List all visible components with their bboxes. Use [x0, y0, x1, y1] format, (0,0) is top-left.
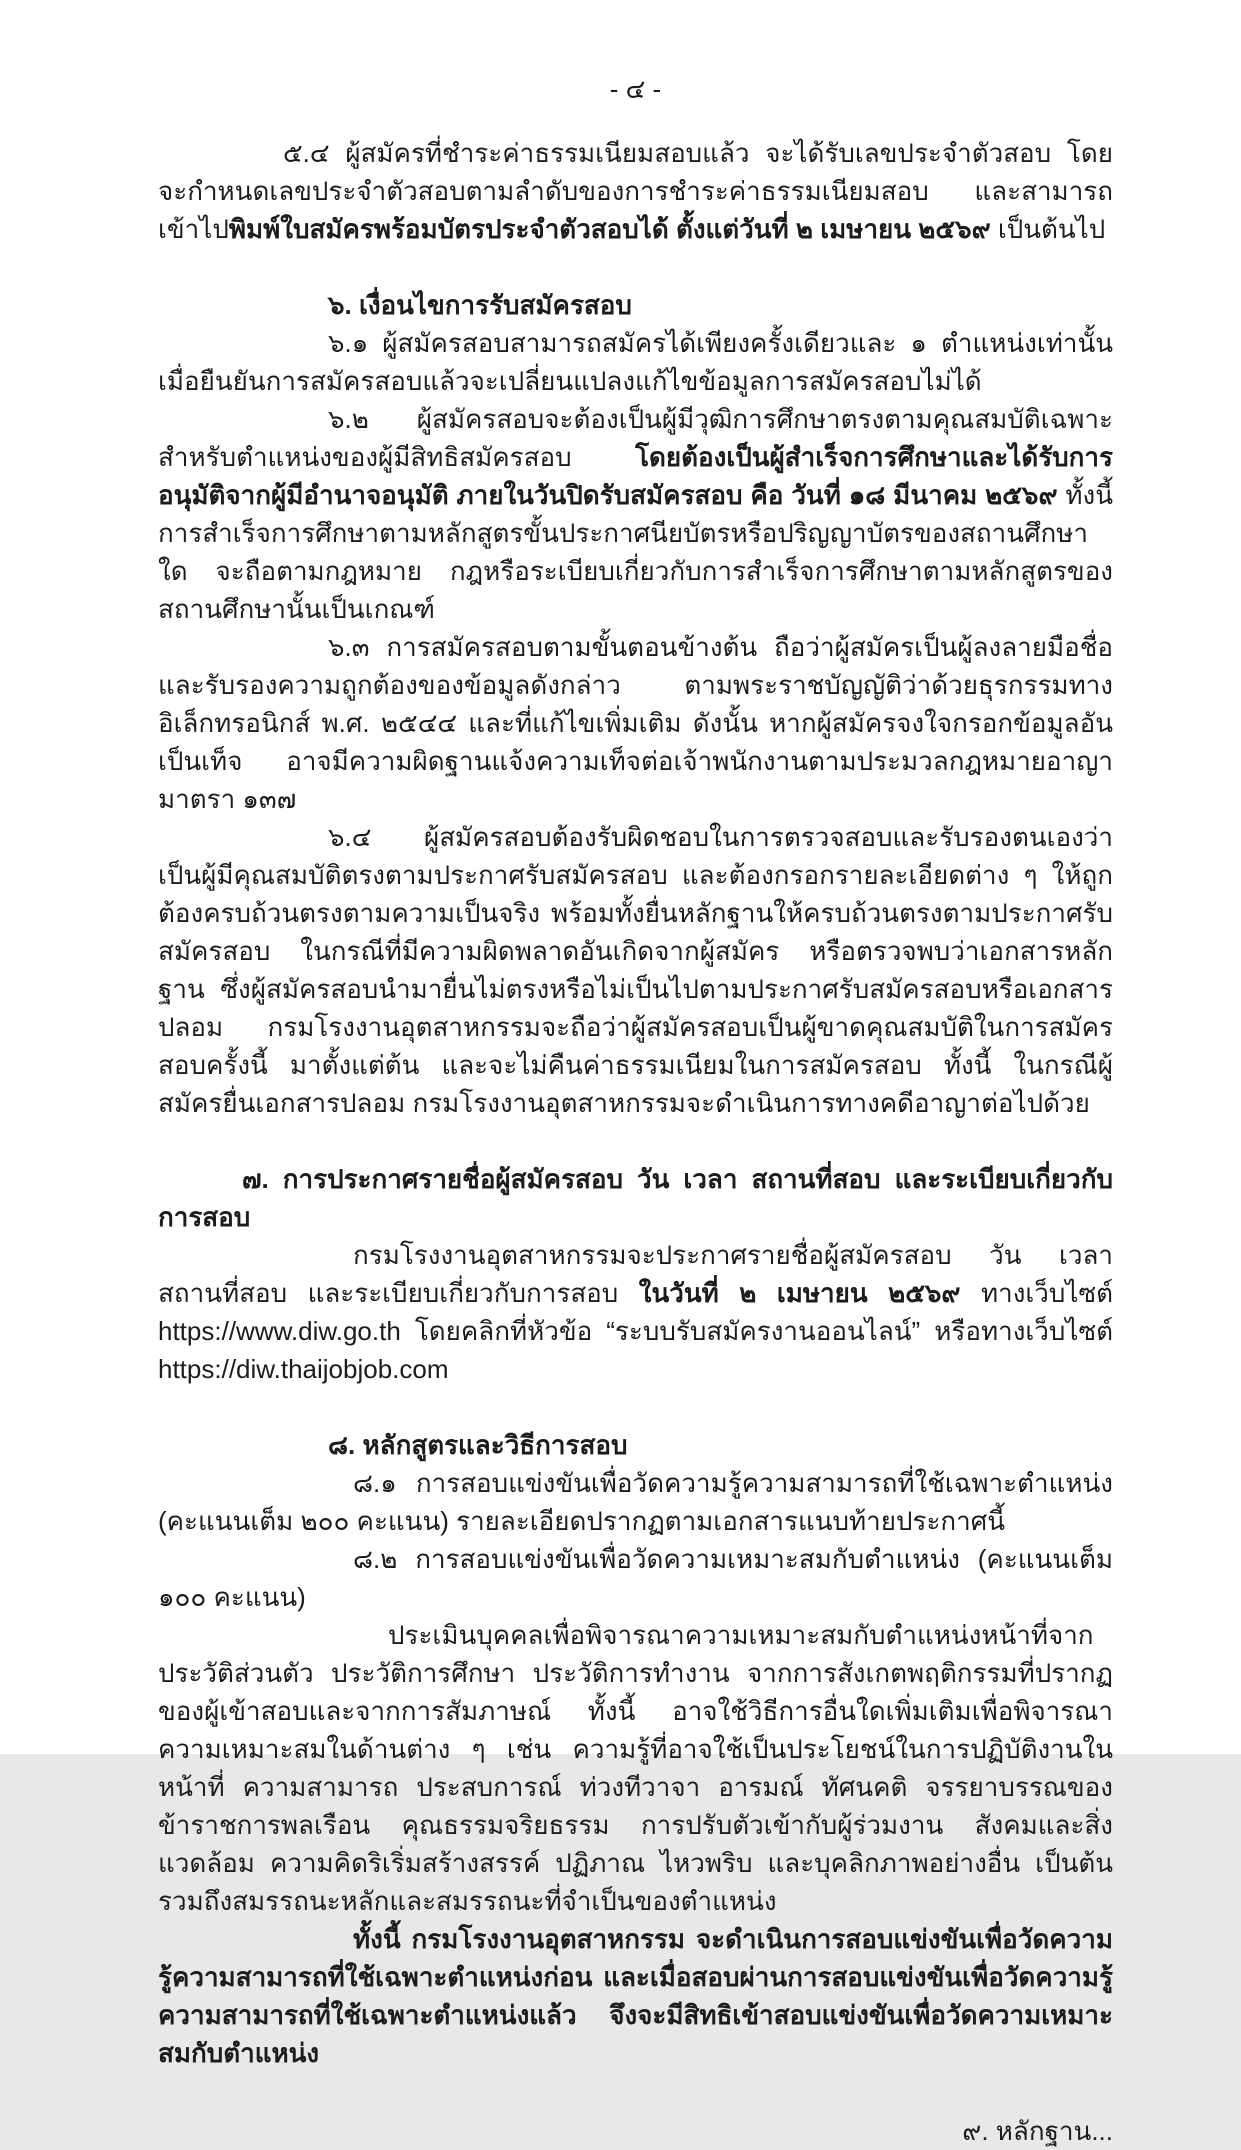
clause-6-1: ๖.๑ ผู้สมัครสอบสามารถสมัครได้เพียงครั้งเดียวและ ๑ ตำแหน่งเท่านั้น เมื่อยืนยันการสมัครสอบแล้วจะเปลี่ยนแปลงแก้ไขข้อมูลการสมัครสอบไม่ได้	[158, 328, 1113, 396]
section-6-heading: ๖. เงื่อนไขการรับสมัครสอบ	[328, 290, 632, 320]
website-lead-text: ทางเว็บไซต์	[960, 1278, 1113, 1308]
continuation-marker: ๙. หลักฐาน...	[962, 2116, 1113, 2146]
diw-website-url: https://www.diw.go.th	[158, 1316, 401, 1346]
clause-6-2-text: ๖.๒ ผู้สมัครสอบจะต้องเป็นผู้มีวุฒิการศึกษาตรงตามคุณสมบัติเฉพาะสำหรับตำแหน่งของผู้มีสิทธิสมัครสอบ	[158, 404, 1113, 472]
clause-5-4-text: ๕.๔ ผู้สมัครที่ชำระค่าธรรมเนียมสอบแล้ว จะได้รับเลขประจำตัวสอบ โดยจะกำหนดเลขประจำตัวสอบตามลำดับของการชำระค่าธรรมเนียมสอบ และสามารถเข้าไป	[158, 138, 1113, 244]
clause-6-4: ๖.๔ ผู้สมัครสอบต้องรับผิดชอบในการตรวจสอบและรับรองตนเองว่า เป็นผู้มีคุณสมบัติตรงตามประกาศรับสมัครสอบ และต้องกรอกรายละเอียดต่าง ๆ ให้ถูกต้องครบถ้วนตรงตามความเป็นจริง พร้อมทั้งยื่นหลักฐานให้ครบถ้วนตรงตามประกาศรับสมัครสอบ ในกรณีที่มีความผิดพลาดอันเกิดจากผู้สมัคร หรือตรวจพบว่าเอกสารหลักฐาน ซึ่งผู้สมัครสอบนำมายื่นไม่ตรงหรือไม่เป็นไปตามประกาศรับสมัครสอบหรือเอกสารปลอม กรมโรงงานอุตสาหกรรมจะถือว่าผู้สมัครสอบเป็นผู้ขาดคุณสมบัติในการสมัครสอบครั้งนี้ มาตั้งแต่ต้น และจะไม่คืนค่าธรรมเนียมในการสมัครสอบ ทั้งนี้ ในกรณีผู้สมัครยื่นเอกสารปลอม กรมโรงงานอุตสาหกรรมจะดำเนินการทางคดีอาญาต่อไปด้วย	[158, 822, 1113, 1118]
section-7-heading: ๗. การประกาศรายชื่อผู้สมัครสอบ วัน เวลา สถานที่สอบ และระเบียบเกี่ยวกับการสอบ	[158, 1164, 1113, 1232]
clause-5-4	[158, 134, 1113, 248]
clause-6-3: ๖.๓ การสมัครสอบตามขั้นตอนข้างต้น ถือว่าผู้สมัครเป็นผู้ลงลายมือชื่อ และรับรองความถูกต้องของข้อมูลดังกล่าว ตามพระราชบัญญัติว่าด้วยธุรกรรมทางอิเล็กทรอนิกส์ พ.ศ. ๒๕๔๔ และที่แก้ไขเพิ่มเติม ดังนั้น หากผู้สมัครจงใจกรอกข้อมูลอันเป็นเท็จ อาจมีความผิดฐานแจ้งความเท็จต่อเจ้าพนักงานตามประมวลกฎหมายอาญา มาตรา ๑๓๗	[158, 632, 1113, 814]
online-system-text: โดยคลิกที่หัวข้อ “ระบบรับสมัครงานออนไลน์” หรือทางเว็บไซต์	[400, 1316, 1113, 1346]
clause-8-2-assessment-detail: ประเมินบุคคลเพื่อพิจารณาความเหมาะสมกับตำแหน่งหน้าที่จากประวัติส่วนตัว ประวัติการศึกษา ประวัติการทำงาน จากการสังเกตพฤติกรรมที่ปรากฏของผู้เข้าสอบและจากการสัมภาษณ์ ทั้งนี้ อาจใช้วิธีการอื่นใดเพิ่มเติมเพื่อพิจารณาความเหมาะสมในด้านต่าง ๆ เช่น ความรู้ที่อาจใช้เป็นประโยชน์ในการปฏิบัติงานในหน้าที่ ความสามารถ ประสบการณ์ ท่วงทีวาจา อารมณ์ ทัศนคติ จรรยาบรรณของข้าราชการพลเรือน คุณธรรมจริยธรรม การปรับตัวเข้ากับผู้ร่วมงาน สังคมและสิ่งแวดล้อม ความคิดริเริ่มสร้างสรรค์ ปฏิภาณ ไหวพริบ และบุคลิกภาพอย่างอื่น เป็นต้น รวมถึงสมรรถนะหลักและสมรรถนะที่จำเป็นของตำแหน่ง	[158, 1620, 1113, 1916]
graduation-approval-deadline-bold: โดยต้องเป็นผู้สำเร็จการศึกษาและได้รับการอนุมัติจากผู้มีอำนาจอนุมัติ ภายในวันปิดรับสมัครสอบ คือ วันที่ ๑๘ มีนาคม ๒๕๖๙	[158, 442, 1113, 510]
announcement-date-bold: ในวันที่ ๒ เมษายน ๒๕๖๙	[638, 1278, 961, 1308]
print-application-card-date-bold: พิมพ์ใบสมัครพร้อมบัตรประจำตัวสอบได้ ตั้งแต่วันที่ ๒ เมษายน ๒๕๖๙	[228, 214, 991, 244]
clause-8-1: ๘.๑ การสอบแข่งขันเพื่อวัดความรู้ความสามารถที่ใช้เฉพาะตำแหน่ง (คะแนนเต็ม ๒๐๐ คะแนน) รายละเอียดปรากฏตามเอกสารแนบท้ายประกาศนี้	[158, 1468, 1113, 1536]
clause-6-2	[158, 400, 1113, 628]
announcement-intro-text: กรมโรงงานอุตสาหกรรมจะประกาศรายชื่อผู้สมัครสอบ วัน เวลา สถานที่สอบ และระเบียบเกี่ยวกับการสอบ	[158, 1240, 1113, 1308]
section-7-paragraph	[158, 1236, 1113, 1388]
clause-6-2-tail: ทั้งนี้ การสำเร็จการศึกษาตามหลักสูตรขั้นประกาศนียบัตรหรือปริญญาบัตรของสถานศึกษาใด จะถือตามกฎหมาย กฎหรือระเบียบเกี่ยวกับการสำเร็จการศึกษาตามหลักสูตรของสถานศึกษานั้นเป็นเกณฑ์	[158, 480, 1113, 624]
section-8-heading: ๘. หลักสูตรและวิธีการสอบ	[328, 1430, 628, 1460]
page-number: - ๔ -	[609, 74, 662, 104]
clause-5-4-tail: เป็นต้นไป	[990, 214, 1106, 244]
exam-order-note-bold: ทั้งนี้ กรมโรงงานอุตสาหกรรม จะดำเนินการสอบแข่งขันเพื่อวัดความรู้ความสามารถที่ใช้เฉพาะตำแหน่งก่อน และเมื่อสอบผ่านการสอบแข่งขันเพื่อวัดความรู้ความสามารถที่ใช้เฉพาะตำแหน่งแล้ว จึงจะมีสิทธิเข้าสอบแข่งขันเพื่อวัดความเหมาะสมกับตำแหน่ง	[158, 1924, 1113, 2068]
thaijobjob-website-url: https://diw.thaijobjob.com	[158, 1354, 449, 1384]
clause-8-2: ๘.๒ การสอบแข่งขันเพื่อวัดความเหมาะสมกับตำแหน่ง (คะแนนเต็ม ๑๐๐ คะแนน)	[158, 1544, 1113, 1612]
